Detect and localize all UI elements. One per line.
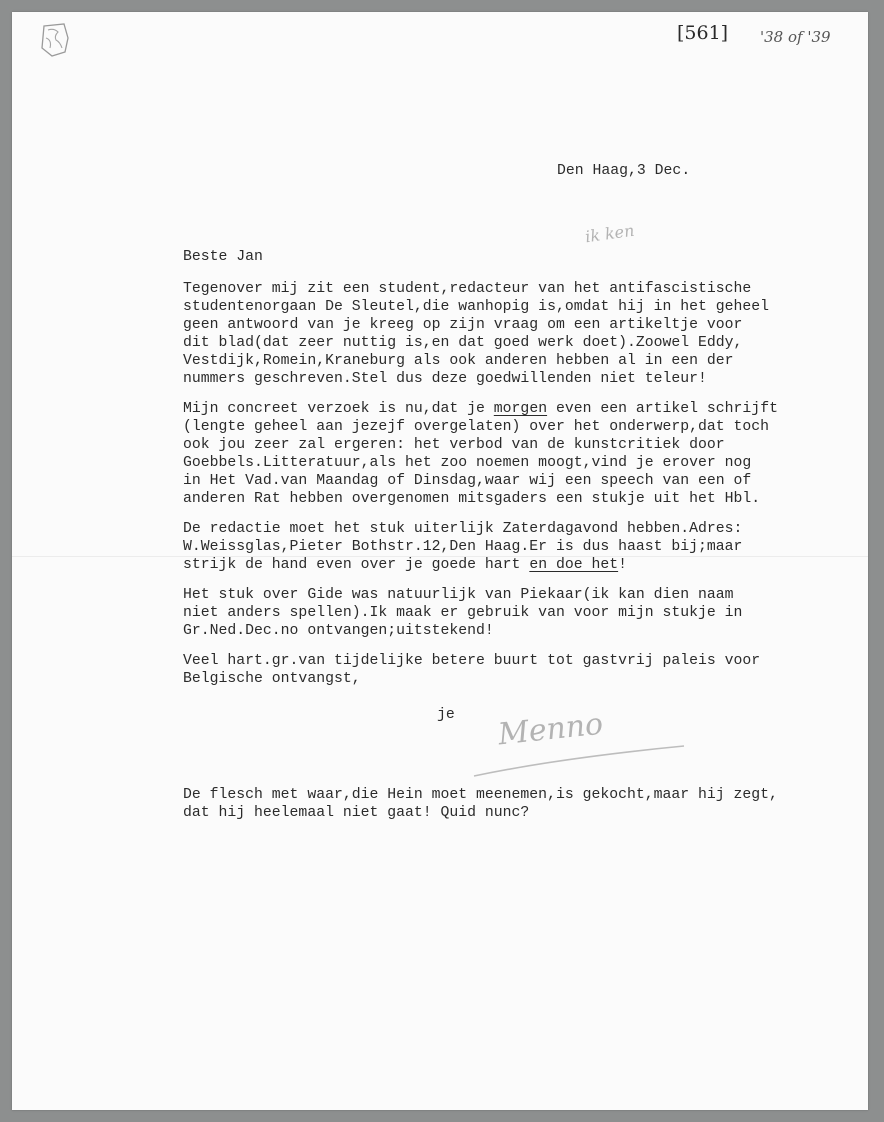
p1-line-6: nummers geschreven.Stel dus deze goedwillenden niet teleur! [183,371,707,387]
archive-date-range: '38 of '39 [760,28,831,46]
signature: Menno [496,706,605,753]
underlined-morgen: morgen [493,401,548,417]
closing: je [437,707,455,723]
p1-line-4: dit blad(dat zeer nuttig is,en dat goed werk doet).Zoowel Eddy, [183,335,743,351]
p4-line-2: niet anders spellen).Ik maak er gebruik van voor mijn stukje in [183,605,743,621]
p2-line-1 [183,400,778,418]
p1-line-2: studentenorgaan De Sleutel,die wanhopig is,omdat hij in het geheel [183,299,770,315]
p2-line-1-rest: even een artikel schrijft [547,401,778,417]
archive-stamp-icon [38,22,72,60]
p2-line-1-text: Mijn concreet verzoek is nu,dat je [183,401,494,417]
p2-line-5: in Het Vad.van Maandag of Dinsdag,waar wij een speech van een of [183,473,752,489]
p3-line-3-rest: ! [618,557,627,573]
p3-line-3 [183,556,627,574]
archive-number: [561] [677,22,729,44]
p2-line-4: Goebbels.Litteratuur,als het zoo noemen moogt,vind je erover nog [183,455,752,471]
p3-line-1: De redactie moet het stuk uiterlijk Zaterdagavond hebben.Adres: [183,521,743,537]
signature-flourish [470,740,690,782]
p1-line-3: geen antwoord van je kreeg op zijn vraag om een artikeltje voor [183,317,743,333]
p1-line-5: Vestdijk,Romein,Kraneburg als ook anderen hebben al in een der [183,353,734,369]
p5-line-2: Belgische ontvangst, [183,671,361,687]
place-date: Den Haag,3 Dec. [557,163,691,179]
p1-line-1: Tegenover mij zit een student,redacteur van het antifascistische [183,281,752,297]
underlined-en-doe-het: en doe het [529,557,619,573]
p5-line-1: Veel hart.gr.van tijdelijke betere buurt tot gastvrij paleis voor [183,653,761,669]
postscript-line-1: De flesch met waar,die Hein moet meenemen,is gekocht,maar hij zegt, [183,787,778,803]
p3-line-3-text: strijk de hand even over je goede hart [183,557,530,573]
salutation: Beste Jan [183,249,263,265]
postscript-line-2: dat hij heelemaal niet gaat! Quid nunc? [183,805,530,821]
p3-line-2: W.Weissglas,Pieter Bothstr.12,Den Haag.Er is dus haast bij;maar [183,539,743,555]
p4-line-3: Gr.Ned.Dec.no ontvangen;uitstekend! [183,623,494,639]
p4-line-1: Het stuk over Gide was natuurlijk van Piekaar(ik kan dien naam [183,587,734,603]
margin-note: ik ken [583,220,636,247]
p2-line-6: anderen Rat hebben overgenomen mitsgaders een stukje uit het Hbl. [183,491,761,507]
p2-line-3: ook jou zeer zal ergeren: het verbod van de kunstcritiek door [183,437,725,453]
p2-line-2: (lengte geheel aan jezejf overgelaten) over het onderwerp,dat toch [183,419,770,435]
